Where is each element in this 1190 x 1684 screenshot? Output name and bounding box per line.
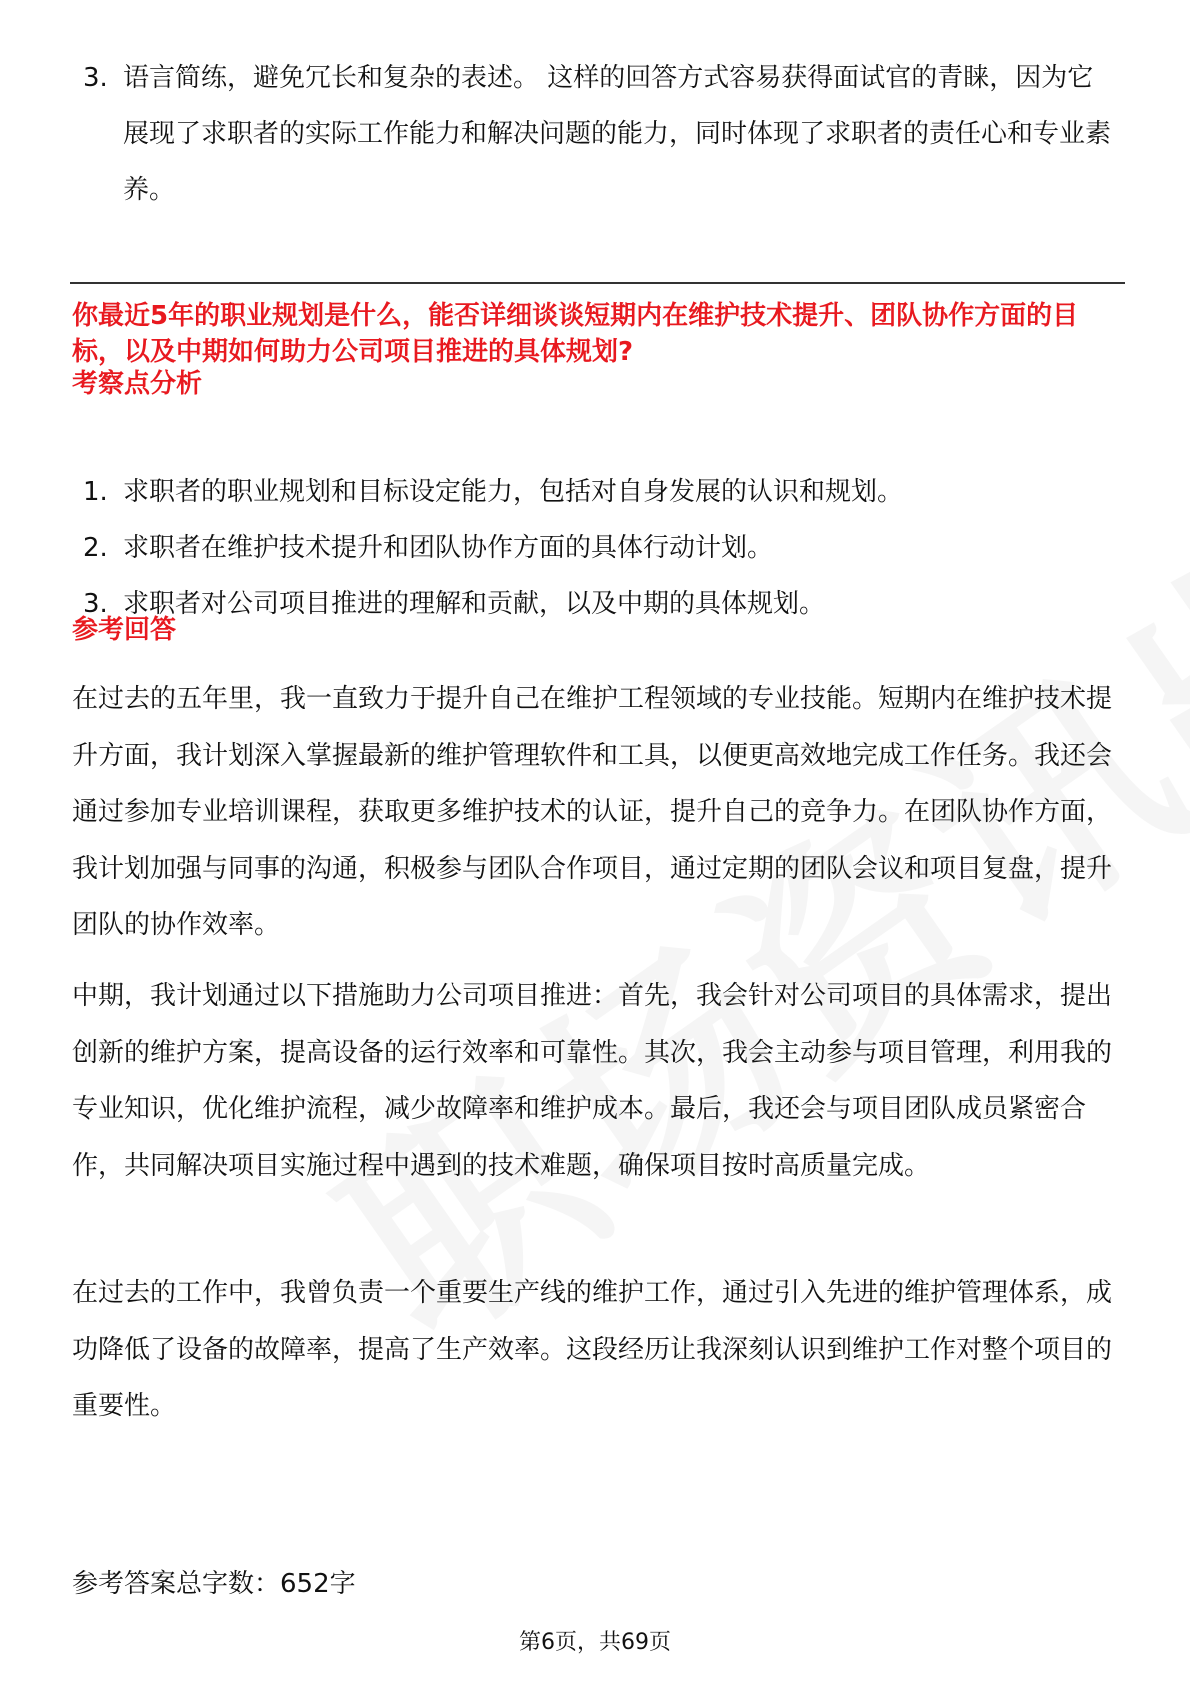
answer-title: 参考回答 — [72, 615, 177, 645]
question-heading: 你最近5年的职业规划是什么，能否详细谈谈短期内在维护技术提升、团队协作方面的目标，以及中期如何助力公司项目推进的具体规划? — [72, 301, 1079, 367]
list-item-text: 语言简练，避免冗长和复杂的表述。 这样的回答方式容易获得面试官的青睐，因为它展现了求职者的实际工作能力和解决问题的能力，同时体现了求职者的责任心和专业素养。 — [123, 63, 1112, 205]
list-item-text: 求职者的职业规划和目标设定能力，包括对自身发展的认识和规划。 — [123, 477, 904, 507]
page-number: 第6页，共69页 — [519, 1630, 671, 1655]
word-count: 参考答案总字数：652字 — [72, 1569, 356, 1599]
list-item — [0, 520, 1118, 576]
answer-paragraph-1: 在过去的五年里，我一直致力于提升自己在维护工程领域的专业技能。短期内在维护技术提升方面，我计划深入掌握最新的维护管理软件和工具，以便更高效地完成工作任务。我还会通过参加专业培训课程，获取更多维护技术的认证，提升自己的竞争力。在团队协作方面，我计划加强与同事的沟通，积极参与团队合作项目，通过定期的团队会议和项目复盘，提升团队的协作效率。 — [72, 684, 1113, 940]
list-item — [0, 464, 1118, 520]
section-divider — [70, 282, 1125, 284]
list-item — [0, 50, 1118, 218]
previous-answer-list — [0, 50, 1118, 218]
answer-paragraph-2: 中期，我计划通过以下措施助力公司项目推进：首先，我会针对公司项目的具体需求，提出创新的维护方案，提高设备的运行效率和可靠性。其次，我会主动参与项目管理，利用我的专业知识，优化维护流程，减少故障率和维护成本。最后，我还会与项目团队成员紧密合作，共同解决项目实施过程中遇到的技术难题，确保项目按时高质量完成。 — [72, 981, 1113, 1181]
list-item-number: 2. — [83, 533, 108, 563]
list-item-text: 求职者对公司项目推进的理解和贡献，以及中期的具体规划。 — [123, 589, 826, 619]
list-item-number: 3. — [83, 589, 108, 619]
list-item-text: 求职者在维护技术提升和团队协作方面的具体行动计划。 — [123, 533, 774, 563]
answer-paragraph-3: 在过去的工作中，我曾负责一个重要生产线的维护工作，通过引入先进的维护管理体系，成功降低了设备的故障率，提高了生产效率。这段经历让我深刻认识到维护工作对整个项目的重要性。 — [72, 1278, 1113, 1421]
analysis-list — [0, 464, 1118, 632]
analysis-title: 考察点分析 — [72, 369, 203, 399]
list-item-number: 1. — [83, 477, 108, 507]
list-item-number: 3. — [83, 63, 108, 93]
